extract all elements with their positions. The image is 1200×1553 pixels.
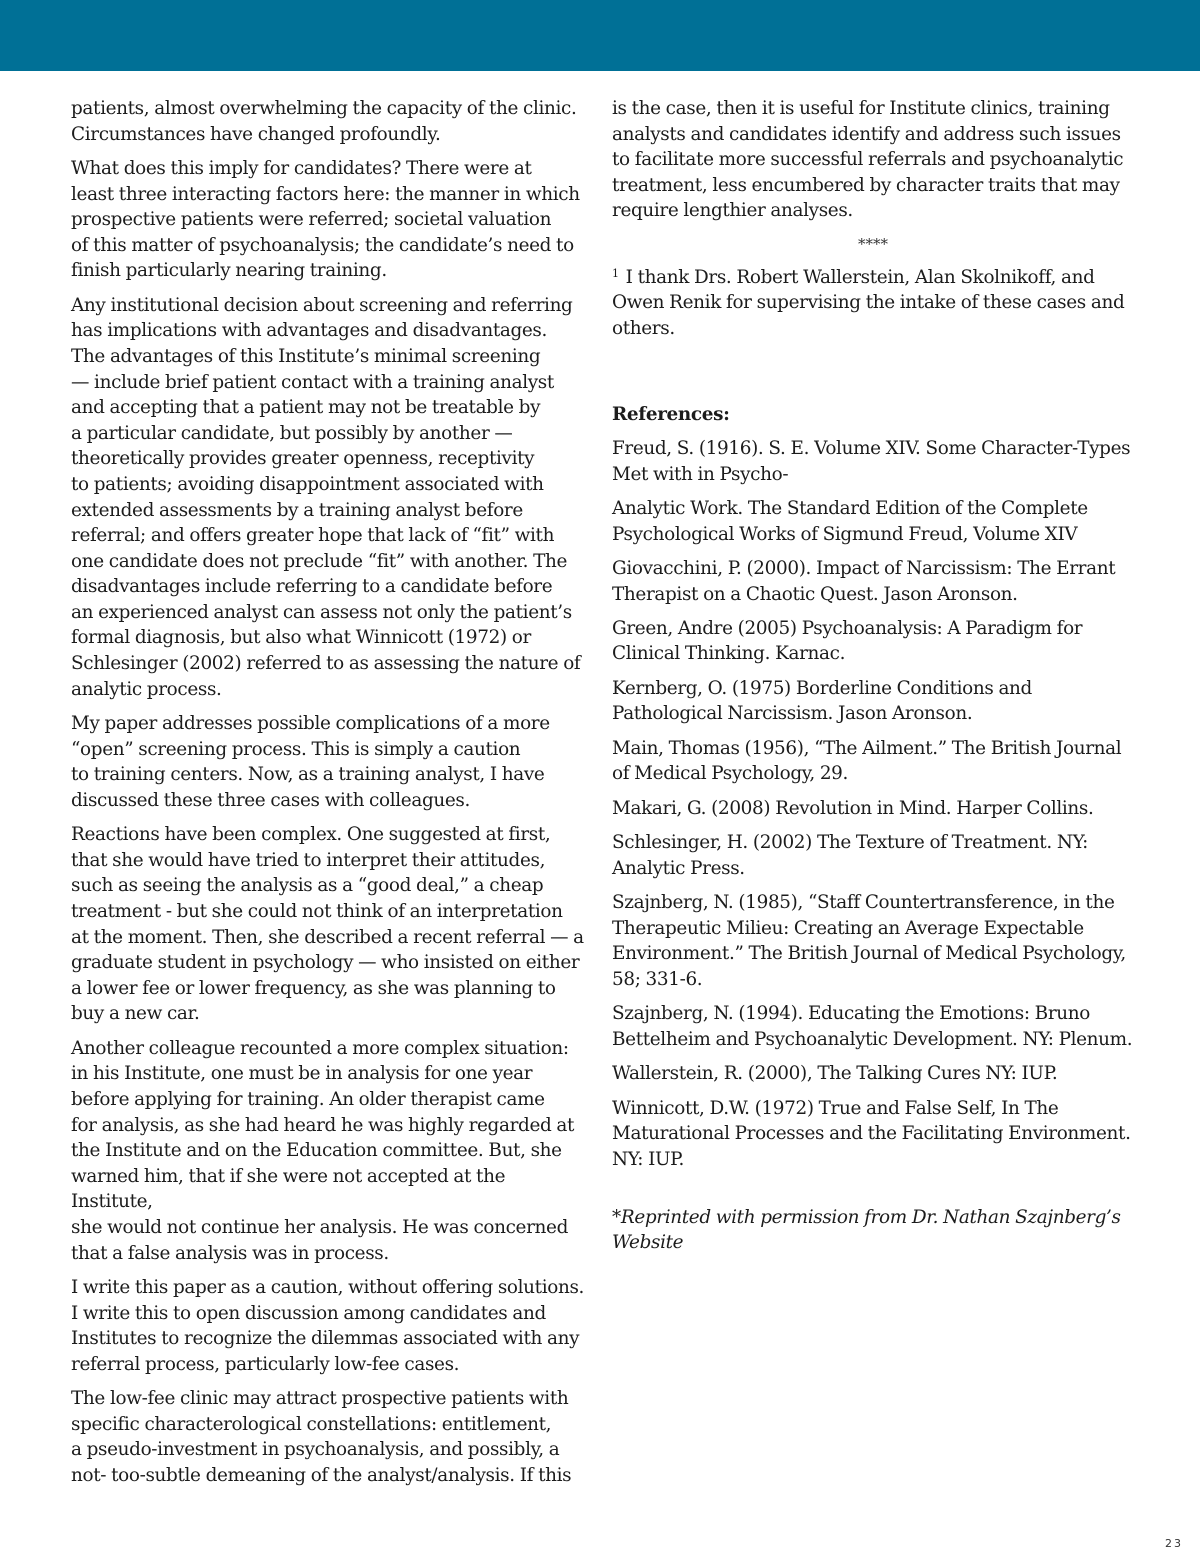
- reference-entry: Szajnberg, N. (1985), “Staff Countertransference, in the Therapeutic Milieu: Creating an Average Expectable Environment.” The British Journal of Medical Psychology, 58; 331-6.: [612, 892, 1126, 990]
- body-paragraph: Reactions have been complex. One suggested at first, that she would have tried to interpret their attitudes, such as seeing the analysis as a “good deal,” a cheap treatment - but she could not think of an interpretation at the moment. Then, she described a recent referral — a graduate student in psychology — who insisted on either a lower fee or lower frequency, as she was planning to buy a new car.: [71, 824, 584, 1025]
- reference-entry: Analytic Work. The Standard Edition of the Complete Psychological Works of Sigmund Freud, Volume XIV: [612, 497, 1088, 545]
- body-paragraph: is the case, then it is useful for Institute clinics, training analysts and candidates identify and address such issues to facilitate more successful referrals and psychoanalytic treatment, less encumbered by character traits that may require lengthier analyses.: [612, 98, 1124, 222]
- body-paragraph: patients, almost overwhelming the capacity of the clinic. Circumstances have changed profoundly.: [71, 98, 577, 145]
- body-paragraph: I write this paper as a caution, without offering solutions. I write this to open discussion among candidates and Institutes to recognize the dilemmas associated with any referral process, particularly low-fee cases.: [71, 1276, 585, 1375]
- reference-entry: Main, Thomas (1956), “The Ailment.” The British Journal of Medical Psychology, 29.: [612, 737, 1122, 785]
- body-paragraph: Another colleague recounted a more complex situation: in his Institute, one must be in analysis for one year before applying for training. An older therapist came for analysis, as she had heard he was highly regarded at the Institute and on the Education committee. But, she warned him, that if she were not accepted at the Institute, she would not continue her analysis. He was concerned that a false analysis was in process.: [71, 1037, 575, 1264]
- footnote: [612, 261, 1134, 342]
- reference-entry: Kernberg, O. (1975) Borderline Conditions and Pathological Narcissism. Jason Aronson.: [612, 677, 1032, 725]
- reference-entry: Schlesinger, H. (2002) The Texture of Treatment. NY: Analytic Press.: [612, 832, 1088, 879]
- body-paragraph: Any institutional decision about screening and referring has implications with advantages and disadvantages. The advantages of this Institute’s minimal screening — include brief patient contact with a training analyst and accepting that a patient may not be treatable by a particular candidate, but possibly by another — theoretically provides greater openness, receptivity to patients; avoiding disappointment associated with extended assessments by a training analyst before referral; and offers greater hope that lack of “fit” with one candidate does not preclude “fit” with another. The disadvantages include referring to a candidate before an experienced analyst can assess not only the patient’s formal diagnosis, but also what Winnicott (1972) or Schlesinger (2002) referred to as assessing the nature of analytic process.: [71, 294, 581, 700]
- reference-entry: Wallerstein, R. (2000), The Talking Cures NY: IUP.: [612, 1063, 1058, 1085]
- header-band: [0, 0, 1200, 71]
- footnote-text: I thank Drs. Robert Wallerstein, Alan Skolnikoff, and Owen Renik for supervising the intake of these cases and others.: [612, 266, 1125, 339]
- body-paragraph: The low-fee clinic may attract prospective patients with specific characterological constellations: entitlement, a pseudo-investment in psychoanalysis, and possibly, a not- too-subtle demeaning of the analyst/analysis. If this: [71, 1388, 572, 1486]
- left-column: [71, 96, 591, 1497]
- reference-entry: Freud, S. (1916). S. E. Volume XIV. Some Character-Types Met with in Psycho-: [612, 437, 1131, 485]
- footnote-marker: 1: [612, 266, 619, 280]
- page-number: 23: [1165, 1537, 1183, 1550]
- reprint-credit: *Reprinted with permission from Dr. Nathan Szajnberg’s Website: [612, 1206, 1121, 1254]
- right-column: [612, 96, 1134, 1265]
- reference-entry: Winnicott, D.W. (1972) True and False Self, In The Maturational Processes and the Facilitating Environment. NY: IUP.: [612, 1097, 1131, 1170]
- section-separator: ****: [858, 234, 888, 253]
- body-paragraph: What does this imply for candidates? There were at least three interacting factors here: the manner in which prospective patients were referred; societal valuation of this matter of psychoanalysis; the candidate’s need to finish particularly nearing training.: [71, 157, 580, 282]
- reference-entry: Green, Andre (2005) Psychoanalysis: A Paradigm for Clinical Thinking. Karnac.: [612, 617, 1083, 665]
- reference-entry: Makari, G. (2008) Revolution in Mind. Harper Collins.: [612, 797, 1094, 819]
- body-paragraph: My paper addresses possible complications of a more “open” screening process. This is simply a caution to training centers. Now, as a training analyst, I have discussed these three cases with colleagues.: [71, 713, 550, 811]
- reference-entry: Szajnberg, N. (1994). Educating the Emotions: Bruno Bettelheim and Psychoanalytic Development. NY: Plenum.: [612, 1003, 1133, 1050]
- references-heading: References:: [612, 403, 730, 425]
- reference-entry: Giovacchini, P. (2000). Impact of Narcissism: The Errant Therapist on a Chaotic Quest. Jason Aronson.: [612, 557, 1116, 605]
